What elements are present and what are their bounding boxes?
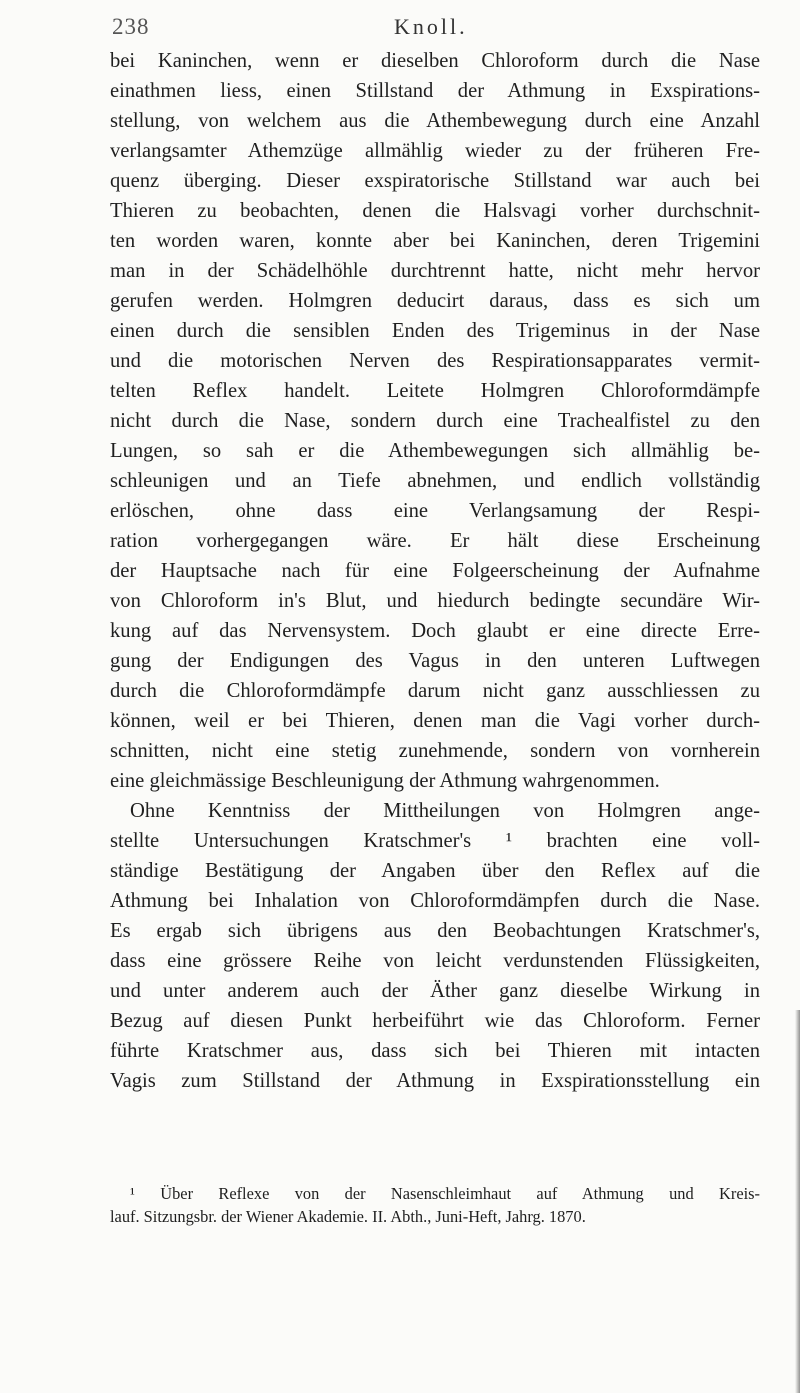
text-line: Es ergab sich übrigens aus den Beobachtungen Kratschmer's,	[110, 920, 760, 942]
text-line: ständige Bestätigung der Angaben über den Reflex auf die	[110, 860, 760, 882]
text-line: schnitten, nicht eine stetig zunehmende, sondern von vornherein	[110, 740, 760, 762]
text-line: und unter anderem auch der Äther ganz dieselbe Wirkung in	[110, 980, 760, 1002]
text-line: Thieren zu beobachten, denen die Halsvagi vorher durchschnit-	[110, 200, 760, 222]
text-line: stellung, von welchem aus die Athembewegung durch eine Anzahl	[110, 110, 760, 132]
text-line: Vagis zum Stillstand der Athmung in Exspirationsstellung ein	[110, 1070, 760, 1092]
text-line: ration vorhergegangen wäre. Er hält diese Erscheinung	[110, 530, 760, 552]
text-line: und die motorischen Nerven des Respirationsapparates vermit-	[110, 350, 760, 372]
text-line: können, weil er bei Thieren, denen man die Vagi vorher durch-	[110, 710, 760, 732]
text-line: gerufen werden. Holmgren deducirt daraus, dass es sich um	[110, 290, 760, 312]
text-line: quenz überging. Dieser exspiratorische Stillstand war auch bei	[110, 170, 760, 192]
footnote-line: ¹ Über Reflexe von der Nasenschleimhaut auf Athmung und Kreis-	[130, 1184, 760, 1203]
body-text	[110, 46, 760, 1096]
text-line: nicht durch die Nase, sondern durch eine Trachealfistel zu den	[110, 410, 760, 432]
footnote-line: lauf. Sitzungsbr. der Wiener Akademie. II. Abth., Juni-Heft, Jahrg. 1870.	[110, 1207, 586, 1226]
text-line: führte Kratschmer aus, dass sich bei Thieren mit intacten	[110, 1040, 760, 1062]
text-line: Ohne Kenntniss der Mittheilungen von Holmgren ange-	[130, 800, 760, 822]
text-line: Bezug auf diesen Punkt herbeiführt wie das Chloroform. Ferner	[110, 1010, 760, 1032]
text-line: telten Reflex handelt. Leitete Holmgren Chloroformdämpfe	[110, 380, 760, 402]
text-line: kung auf das Nervensystem. Doch glaubt er eine directe Erre-	[110, 620, 760, 642]
page-header	[112, 14, 772, 42]
text-line: dass eine grössere Reihe von leicht verdunstenden Flüssigkeiten,	[110, 950, 760, 972]
text-line: stellte Untersuchungen Kratschmer's ¹ brachten eine voll-	[110, 830, 760, 852]
text-line: bei Kaninchen, wenn er dieselben Chloroform durch die Nase	[110, 50, 760, 72]
text-line: einathmen liess, einen Stillstand der Athmung in Exspirations-	[110, 80, 760, 102]
page-number: 238	[112, 14, 150, 39]
text-line: Lungen, so sah er die Athembewegungen sich allmählig be-	[110, 440, 760, 462]
text-line: gung der Endigungen des Vagus in den unteren Luftwegen	[110, 650, 760, 672]
text-line: einen durch die sensiblen Enden des Trigeminus in der Nase	[110, 320, 760, 342]
text-line: von Chloroform in's Blut, und hiedurch bedingte secundäre Wir-	[110, 590, 760, 612]
text-line: durch die Chloroformdämpfe darum nicht ganz ausschliessen zu	[110, 680, 760, 702]
scan-edge-shadow	[795, 1010, 800, 1393]
text-line: verlangsamter Athemzüge allmählig wieder zu der früheren Fre-	[110, 140, 760, 162]
text-line: schleunigen und an Tiefe abnehmen, und endlich vollständig	[110, 470, 760, 492]
text-line: eine gleichmässige Beschleunigung der Athmung wahrgenommen.	[110, 770, 660, 792]
text-line: ten worden waren, konnte aber bei Kaninchen, deren Trigemini	[110, 230, 760, 252]
running-head: Knoll.	[394, 14, 468, 39]
text-line: Athmung bei Inhalation von Chloroformdämpfen durch die Nase.	[110, 890, 760, 912]
text-line: erlöschen, ohne dass eine Verlangsamung der Respi-	[110, 500, 760, 522]
footnotes	[110, 1182, 760, 1228]
text-line: der Hauptsache nach für eine Folgeerscheinung der Aufnahme	[110, 560, 760, 582]
text-line: man in der Schädelhöhle durchtrennt hatte, nicht mehr hervor	[110, 260, 760, 282]
